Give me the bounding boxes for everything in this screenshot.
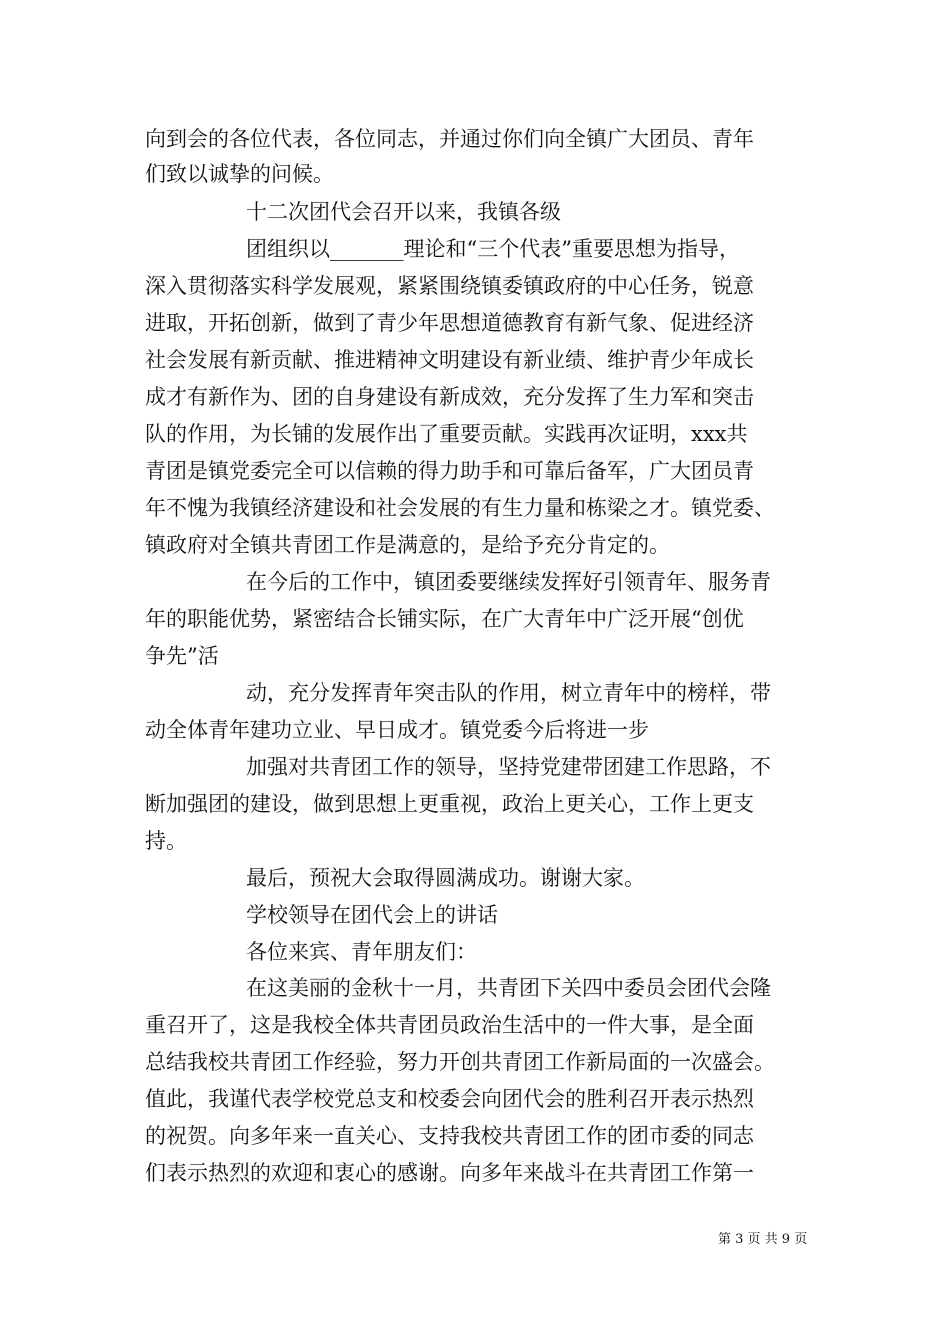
text-line: 重召开了，这是我校全体共青团员政治生活中的一件大事，是全面 xyxy=(145,1013,754,1037)
page-number: 第 3 页 共 9 页 xyxy=(718,1232,808,1247)
text-line: 十二次团代会召开以来，我镇各级 xyxy=(246,200,561,224)
text-line: 学校领导在团代会上的讲话 xyxy=(246,903,498,927)
text-line: 加强对共青团工作的领导，坚持党建带团建工作思路，不 xyxy=(246,755,771,779)
text-line: 年不愧为我镇经济建设和社会发展的有生力量和栋梁之才。镇党委、 xyxy=(145,496,775,520)
text-line: 深入贯彻落实科学发展观，紧紧围绕镇委镇政府的中心任务，锐意 xyxy=(145,274,754,298)
text-line: 成才有新作为、团的自身建设有新成效，充分发挥了生力军和突击 xyxy=(145,385,754,409)
text-line: 在今后的工作中，镇团委要继续发挥好引领青年、服务青 xyxy=(246,570,771,594)
text-line: 争先”活 xyxy=(145,644,219,668)
text-line: 动全体青年建功立业、早日成才。镇党委今后将进一步 xyxy=(145,718,649,742)
text-line: 社会发展有新贡献、推进精神文明建设有新业绩、维护青少年成长 xyxy=(145,348,754,372)
text-line: 们致以诚挚的问候。 xyxy=(145,162,334,186)
text-line: 各位来宾、青年朋友们： xyxy=(246,940,477,964)
text-line: 年的职能优势，紧密结合长铺实际，在广大青年中广泛开展“创优 xyxy=(145,607,744,631)
text-line: 在这美丽的金秋十一月，共青团下关四中委员会团代会隆 xyxy=(246,976,771,1000)
text-line: 断加强团的建设，做到思想上更重视，政治上更关心，工作上更支 xyxy=(145,792,754,816)
text-line: 的祝贺。向多年来一直关心、支持我校共青团工作的团市委的同志 xyxy=(145,1124,754,1148)
text-line: 最后，预祝大会取得圆满成功。谢谢大家。 xyxy=(246,866,645,890)
text-line: 镇政府对全镇共青团工作是满意的，是给予充分肯定的。 xyxy=(145,533,670,557)
text-line: 青团是镇党委完全可以信赖的得力助手和可靠后备军，广大团员青 xyxy=(145,459,754,483)
text-line: 总结我校共青团工作经验，努力开创共青团工作新局面的一次盛会。 xyxy=(145,1050,775,1074)
text-line: 值此，我谨代表学校党总支和校委会向团代会的胜利召开表示热烈 xyxy=(145,1087,754,1111)
text-line: 向到会的各位代表，各位同志，并通过你们向全镇广大团员、青年 xyxy=(145,127,754,151)
text-line: 队的作用，为长铺的发展作出了重要贡献。实践再次证明，xxx共 xyxy=(145,422,748,446)
text-line: 团组织以_______理论和“三个代表”重要思想为指导， xyxy=(246,237,740,261)
text-line: 动，充分发挥青年突击队的作用，树立青年中的榜样，带 xyxy=(246,681,771,705)
text-line: 进取，开拓创新，做到了青少年思想道德教育有新气象、促进经济 xyxy=(145,311,754,335)
text-line: 持。 xyxy=(145,829,187,853)
text-line: 们表示热烈的欢迎和衷心的感谢。向多年来战斗在共青团工作第一 xyxy=(145,1161,754,1185)
